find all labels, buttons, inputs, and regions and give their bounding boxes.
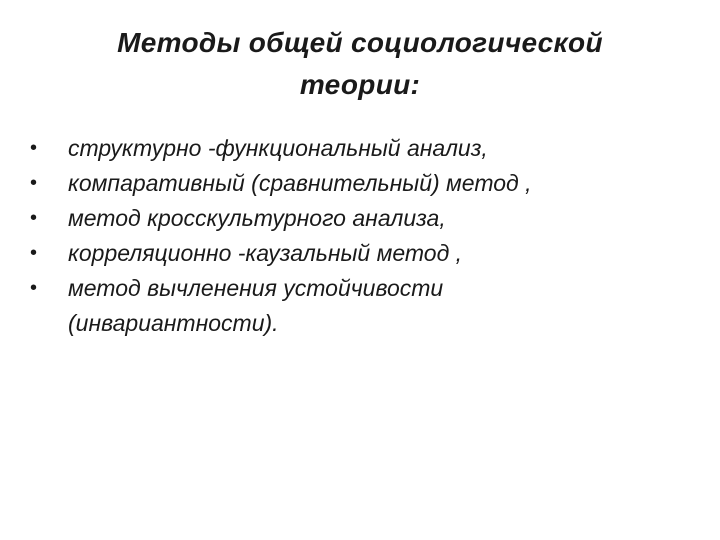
slide-title-line-1: Методы общей социологической bbox=[117, 27, 603, 58]
list-item bbox=[30, 201, 690, 236]
list-item-text: структурно ‑функциональный анализ, bbox=[68, 135, 488, 161]
bullet-icon: • bbox=[30, 137, 38, 159]
list-item-text: корреляционно ‑каузальный метод , bbox=[68, 240, 463, 266]
list-item bbox=[30, 131, 690, 166]
list-item bbox=[30, 271, 690, 341]
list-item bbox=[30, 236, 690, 271]
bullet-icon: • bbox=[30, 172, 38, 194]
bullet-icon: • bbox=[30, 277, 38, 299]
list-item bbox=[30, 166, 690, 201]
bullet-icon: • bbox=[30, 207, 38, 229]
list-item-text: метод кросскультурного анализа, bbox=[68, 205, 446, 231]
bullet-list bbox=[30, 131, 690, 341]
list-item-text: метод вычленения устойчивости (инвариантности). bbox=[68, 275, 444, 336]
slide-title bbox=[60, 22, 660, 106]
list-item-text: компаративный (сравнительный) метод , bbox=[68, 170, 532, 196]
bullet-icon: • bbox=[30, 242, 38, 264]
slide-title-line-2: теории: bbox=[299, 69, 421, 100]
